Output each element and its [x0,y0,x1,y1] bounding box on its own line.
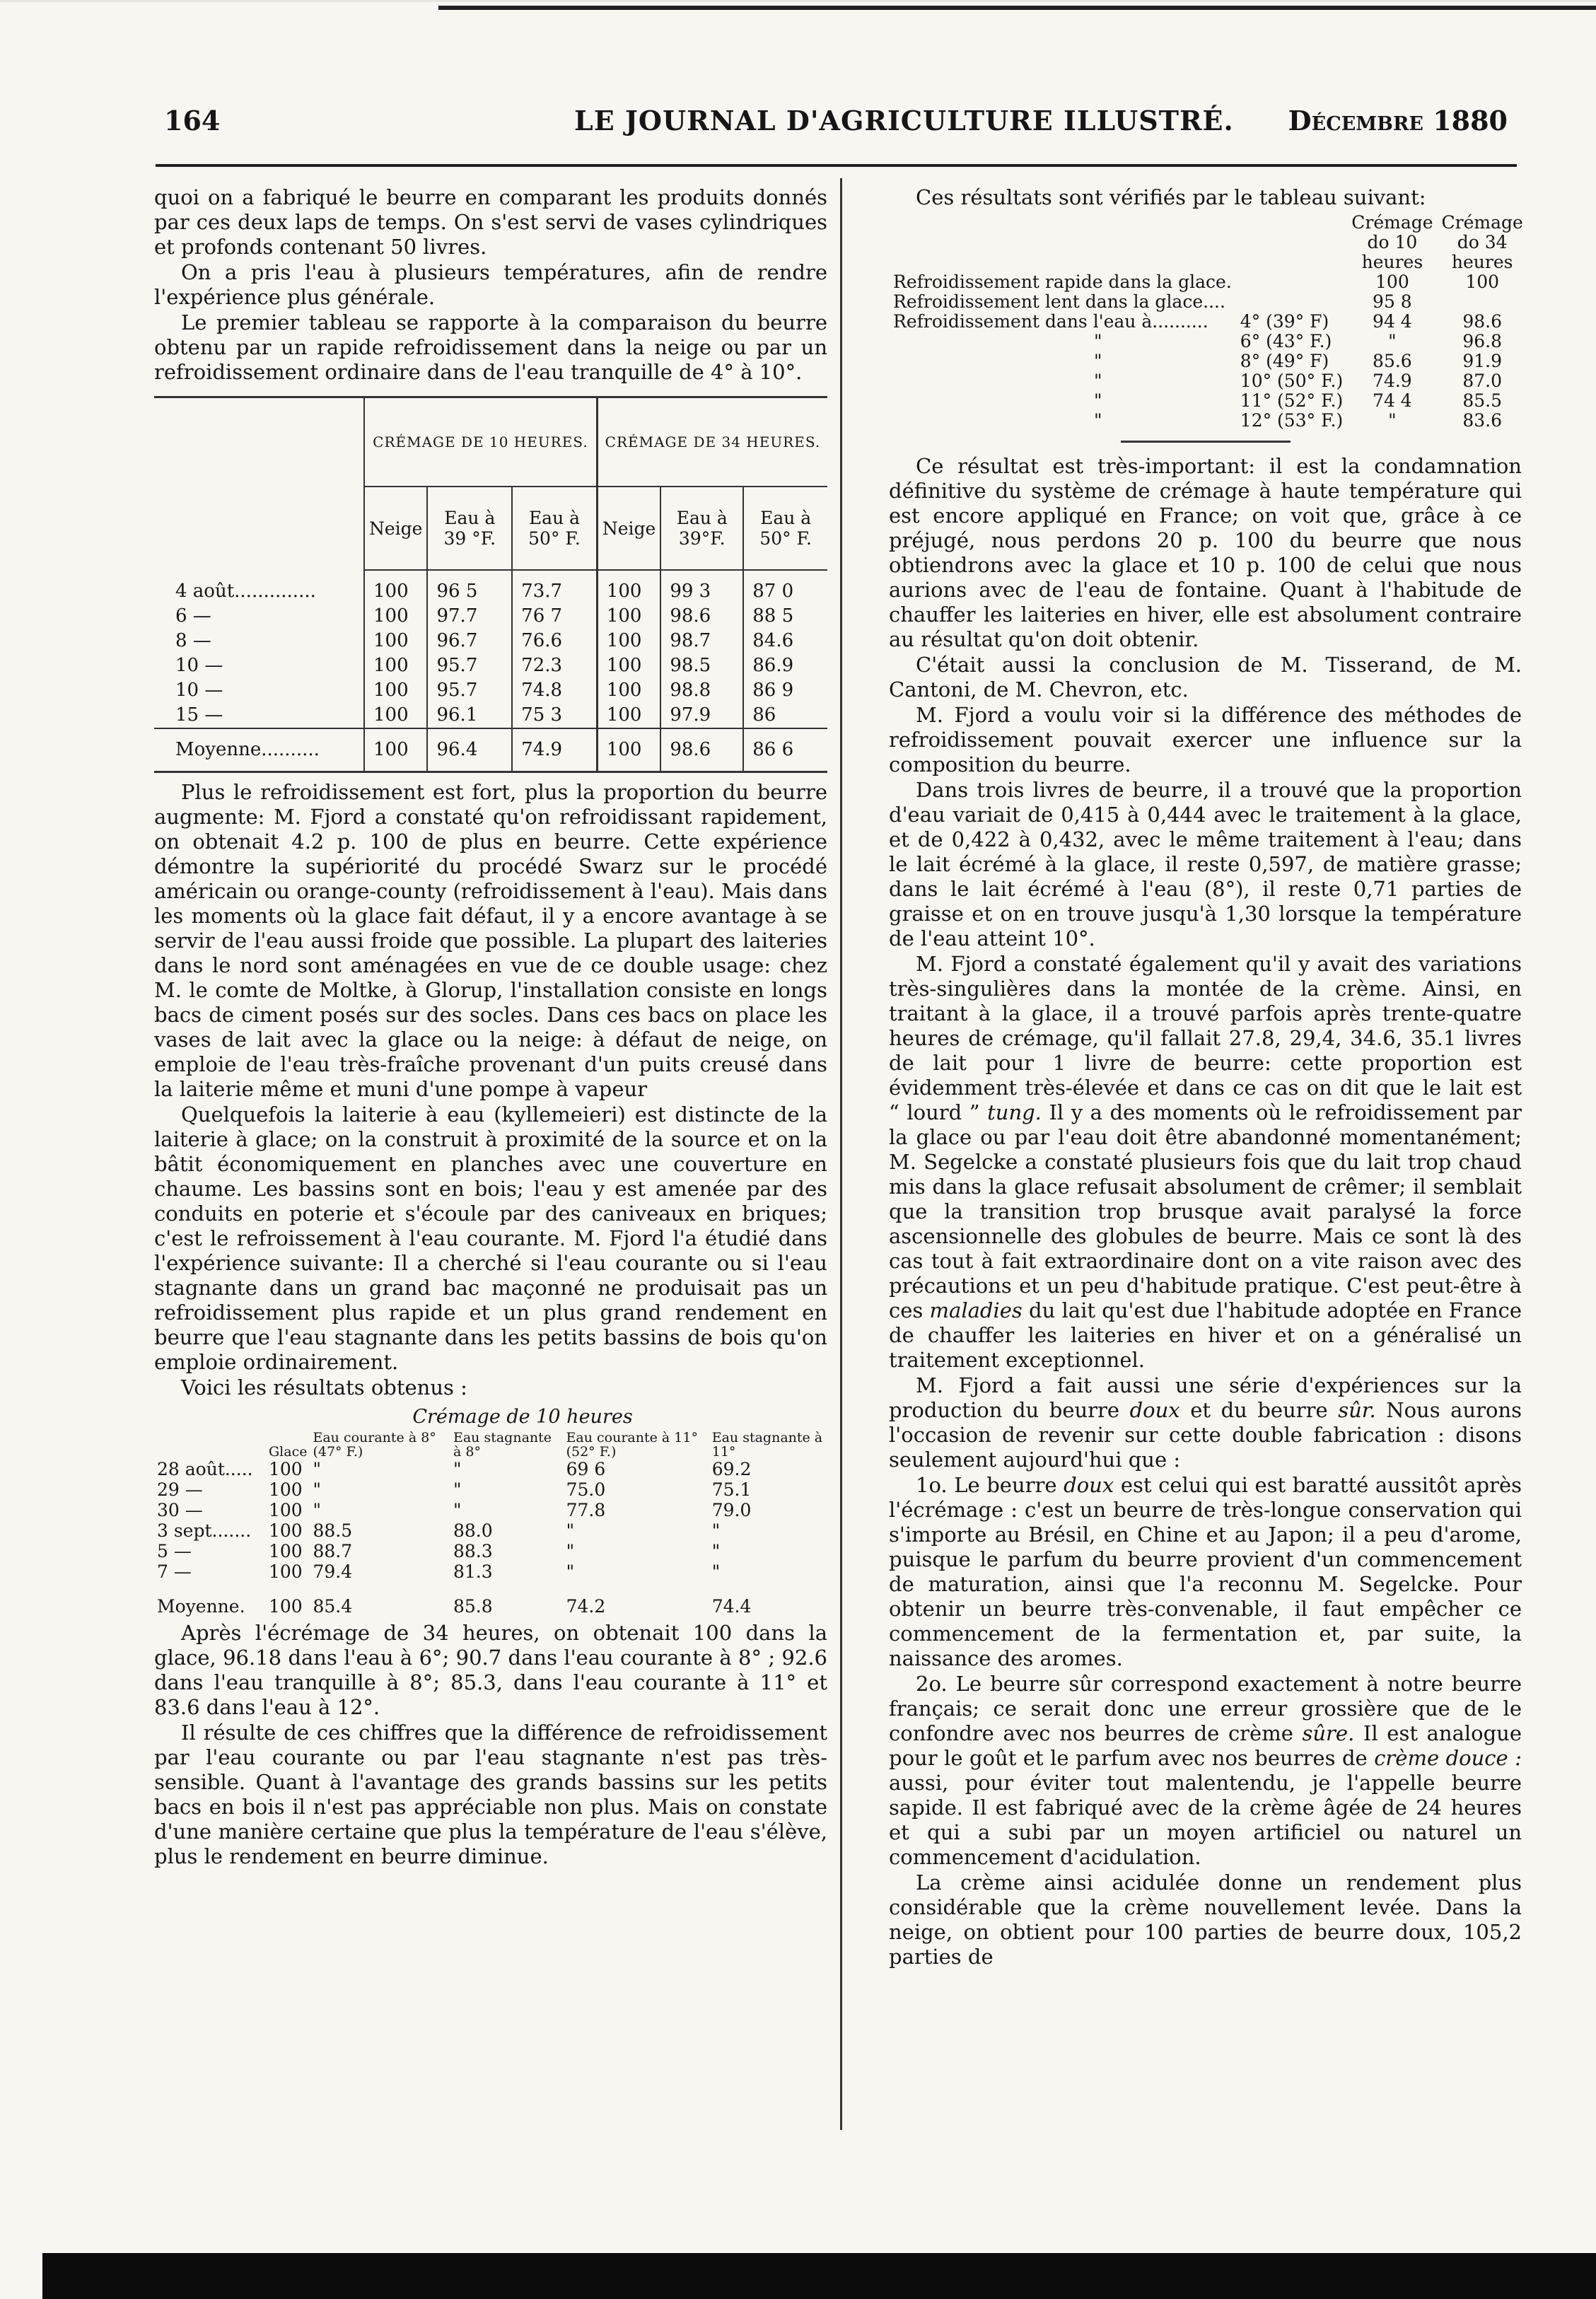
scan-top-bar [438,6,1596,10]
table-row: 28 août..... 100 " " 69 6 69.2 [157,1459,752,1479]
col-header: Eau à 39°F. [660,487,743,570]
table-verification [889,213,1527,431]
table-row: 3 sept....... 100 88.5 88.0 " " [157,1520,721,1541]
paragraph: C'était aussi la conclusion de M. Tisserand, de M. Cantoni, de M. Chevron, etc. [889,653,1522,702]
col-header: Eau à 50° F. [743,487,827,570]
journal-title: LE JOURNAL D'AGRICULTURE ILLUSTRÉ. [574,105,1234,136]
paragraph: Quelquefois la laiterie à eau (kyllemeieri) est distincte de la laiterie à glace; on la construit à proximité de la source et on la bâtit économiquement en planches avec une couverture en chaume. Les bassins sont en bois; l'eau y est amenée par des conduits en poterie et s'écoule par des caniveaux en briques; c'est le refroissement à l'eau courante. M. Fjord l'a étudié dans l'expérience suivante: Il a cherché si l'eau courante ou si l'eau stagnante dans un grand bac maçonné ne produisait pas un refroidissement plus rapide et un plus grand rendement en beurre que l'eau stagnante dans les petits bassins de bois qu'on emploie ordinairement. [154,1102,827,1374]
right-column [889,185,1522,1970]
paragraph: M. Fjord a voulu voir si la différence des méthodes de refroidissement pouvait exercer une influence sur la composition du beurre. [889,703,1522,776]
table-row: " 12° (53° F.) " 83.6 [1094,410,1503,431]
group-header-10h: CRÉMAGE DE 10 HEURES. [364,398,597,487]
table-row: " 6° (43° F.) " 96.8 [1094,331,1503,351]
table-row: " 11° (52° F.) 74 4 85.5 [1094,390,1503,411]
paragraph: Il résulte de ces chiffres que la différence de refroidissement par l'eau courante ou par l'eau stagnante n'est pas très-sensible. Quant à l'avantage des grands bassins sur les petits bacs en bois il n'est pas appréciable non plus. Mais on constate d'une manière certaine que plus la température de l'eau s'élève, plus le rendement en beurre diminue. [154,1721,827,1868]
table-average-row: Moyenne.......... 100 96.4 74.9 100 98.6 86 6 [154,728,827,771]
col-header: Neige [597,487,660,570]
table-row: 6 — 100 97.7 76 7 100 98.6 88 5 [154,604,827,629]
col-header: Crémage do 34 heures [1441,212,1523,272]
table-row: 10 — 100 95.7 72.3 100 98.5 86.9 [154,653,827,678]
col-header: Eau courante à 11° (52° F.) [566,1430,698,1460]
table-row: 5 — 100 88.7 88.3 " " [157,1541,721,1561]
table-row: 29 — 100 " " 75.0 75.1 [157,1479,752,1500]
table-row: 15 — 100 96.1 75 3 100 97.9 86 [154,703,827,728]
table-average-row: Moyenne. 100 85.4 85.8 74.2 74.4 [157,1596,752,1617]
paragraph: La crème ainsi acidulée donne un rendement plus considérable que la crème nouvellement levée. Dans la neige, on obtient pour 100 parties de beurre doux, 105,2 parties de [889,1870,1522,1969]
paragraph: 2o. Le beurre sûr correspond exactement à notre beurre français; ce serait donc une erreur grossière que de le confondre avec nos beurres de crème sûre. Il est analogue pour le goût et le parfum avec nos beurres de crème douce : aussi, pour éviter tout malentendu, je l'appelle beurre sapide. Il est fabriqué avec de la crème âgée de 24 heures et qui a subi par un moyen artificiel ou naturel un commencement d'acidulation. [889,1672,1522,1869]
header-rule [156,164,1517,167]
col-header: Glace [269,1444,308,1460]
col-header: Eau stagnante à 11° [711,1430,823,1460]
table-row: Refroidissement rapide dans la glace. 100 100 [893,272,1500,292]
table-row: 8 — 100 96.7 76.6 100 98.7 84.6 [154,629,827,653]
table-rule [154,771,827,773]
table-row: 30 — 100 " " 77.8 79.0 [157,1500,752,1520]
scan-bottom-bar [42,2253,1596,2299]
col-header: Eau à 39 °F. [427,487,512,570]
paragraph: Dans trois livres de beurre, il a trouvé que la proportion d'eau variait de 0,415 à 0,444 avec le traitement à la glace, et de 0,422 à 0,432, avec le même traitement à l'eau; dans le lait écrémé à la glace, il reste 0,597, de matière grasse; dans le lait écrémé à l'eau (8°), il reste 0,71 parties de graisse et on en trouve jusqu'à 1,30 lorsque la température de l'eau atteint 10°. [889,778,1522,950]
table-row: 7 — 100 79.4 81.3 " " [157,1561,721,1582]
paragraph: 1o. Le beurre doux est celui qui est baratté aussitôt après l'écrémage : c'est un beurre de très-longue conservation qui s'importe au Brésil, en Chine et au Japon; il a peu d'arome, puisque le parfum du beurre provient d'un commencement de maturation, ainsi que l'a reconnu M. Segelcke. Pour obtenir un beurre très-convenable, il faut empêcher ce commencement de la fermentation et, par suite, la naissance des aromes. [889,1473,1522,1670]
table-corner [154,1431,266,1459]
table-snow-vs-water [154,398,827,771]
paragraph: quoi on a fabriqué le beurre en comparant les produits donnés par ces deux laps de temps. On s'est servi de vases cylindriques et profonds contenant 50 livres. [154,185,827,259]
col-header: Eau stagnante à 8° [453,1430,552,1460]
table-running-water [154,1431,827,1617]
paragraph: Voici les résultats obtenus : [181,1375,467,1399]
paragraph: Plus le refroidissement est fort, plus la proportion du beurre augmente: M. Fjord a constaté qu'on refroidissant rapidement, on obtenait 4.2 p. 100 de plus en beurre. Cette expérience démontre la supériorité du procédé Swarz sur le procédé américain ou orange-county (refroidissement à l'eau). Mais dans les moments où la glace fait défaut, il y a encore avantage à se servir de l'eau aussi froide que possible. La plupart des laiteries dans le nord sont aménagées en vue de ce double usage: chez M. le comte de Moltke, à Glorup, l'installation consiste en longs bacs de ciment posés sur des socles. Dans ces bacs on place les vases de lait avec la glace ou la neige: à défaut de neige, on emploie de l'eau très-fraîche provenant d'un puits creusé dans la laiterie même et muni d'une pompe à vapeur [154,780,827,1101]
col-header: Eau courante à 8° (47° F.) [313,1430,436,1460]
paragraph: Le premier tableau se rapporte à la comparaison du beurre obtenu par un rapide refroidissement dans la neige ou par un refroidissement ordinaire dans de l'eau tranquille de 4° à 10°. [154,310,827,384]
table-corner [889,213,1236,272]
paragraph: M. Fjord a constaté également qu'il y avait des variations très-singulières dans la montée de la crème. Ainsi, en traitant à la glace, il a trouvé parfois après trente-quatre heures de crémage, qu'il fallait 27.8, 29,4, 34.6, 35.1 livres de lait pour 1 livre de beurre: cette proportion est évidemment très-élevée et dans ce cas on dit que le lait est “ lourd ” tung. Il y a des moments où le refroidissement par la glace ou par l'eau doit être abandonné momentanément; M. Segelcke a constaté plusieurs fois que du lait trop chaud mis dans la glace refusait absolument de crêmer; il semblait que la transition trop brusque avait paralysé la force ascensionnelle des globules de beurre. Mais ce sont là des cas tout à fait extraordinaire dont on a vite raison avec des précautions et un peu d'habitude pratique. C'est peut-être à ces maladies du lait qu'est due l'habitude adoptée en France de chauffer les laiteries en hiver et on a généralisé un traitement exceptionnel. [889,952,1522,1372]
page-header [164,98,1508,140]
table-row: Refroidissement lent dans la glace.... 95 8 [893,291,1412,312]
table-row: " 8° (49° F) 85.6 91.9 [1094,351,1503,371]
table-row: 4 août.............. 100 96 5 73.7 100 99 3 87 0 [154,570,827,604]
paragraph: M. Fjord a fait aussi une série d'expériences sur la production du beurre doux et du beurre sûr. Nous aurons l'occasion de revenir sur cette double fabrication : disons seulement aujourd'hui que : [889,1373,1522,1472]
table-corner [1236,213,1347,272]
paragraph: On a pris l'eau à plusieurs températures, afin de rendre l'expérience plus générale. [154,260,827,309]
table-corner [154,487,364,570]
group-header-34h: CRÉMAGE DE 34 HEURES. [597,398,827,487]
table-row: 10 — 100 95.7 74.8 100 98.8 86 9 [154,678,827,703]
issue-date: Décembre 1880 [1288,105,1508,136]
paragraph: Après l'écrémage de 34 heures, on obtenait 100 dans la glace, 96.18 dans l'eau à 6°; 90.7 dans l'eau courante à 8° ; 92.6 dans l'eau tranquille à 8°; 85.3, dans l'eau courante à 11° et 83.6 dans l'eau à 12°. [154,1621,827,1719]
paragraph: Ce résultat est très-important: il est la condamnation définitive du système de crémage à haute température qui est encore appliqué en France; on voit que, grâce à ce préjugé, nous perdons 20 p. 100 du beurre que nous obtiendrons avec la glace et 10 p. 100 de celui que nous aurions avec de l'eau de fontaine. Quant à l'habitude de chauffer les laiteries en hiver, elle est absolument contraire au résultat qu'on doit obtenir. [889,454,1522,651]
table-row: Refroidissement dans l'eau à.......... 4° (39° F) 94 4 98.6 [893,311,1503,332]
col-header: Neige [364,487,427,570]
scan-edge [0,0,1596,2]
left-column [154,185,827,1870]
table-row: " 10° (50° F.) 74.9 87.0 [1094,371,1503,391]
page-number: 164 [164,105,221,136]
col-header: Eau à 50° F. [512,487,597,570]
table-rule [1121,441,1291,443]
table-corner [154,398,364,487]
col-header: Crémage do 10 heures [1351,212,1433,272]
column-divider [840,178,842,2130]
paragraph: Ces résultats sont vérifiés par le tableau suivant: [916,185,1426,209]
table-title: Crémage de 10 heures [412,1406,633,1428]
